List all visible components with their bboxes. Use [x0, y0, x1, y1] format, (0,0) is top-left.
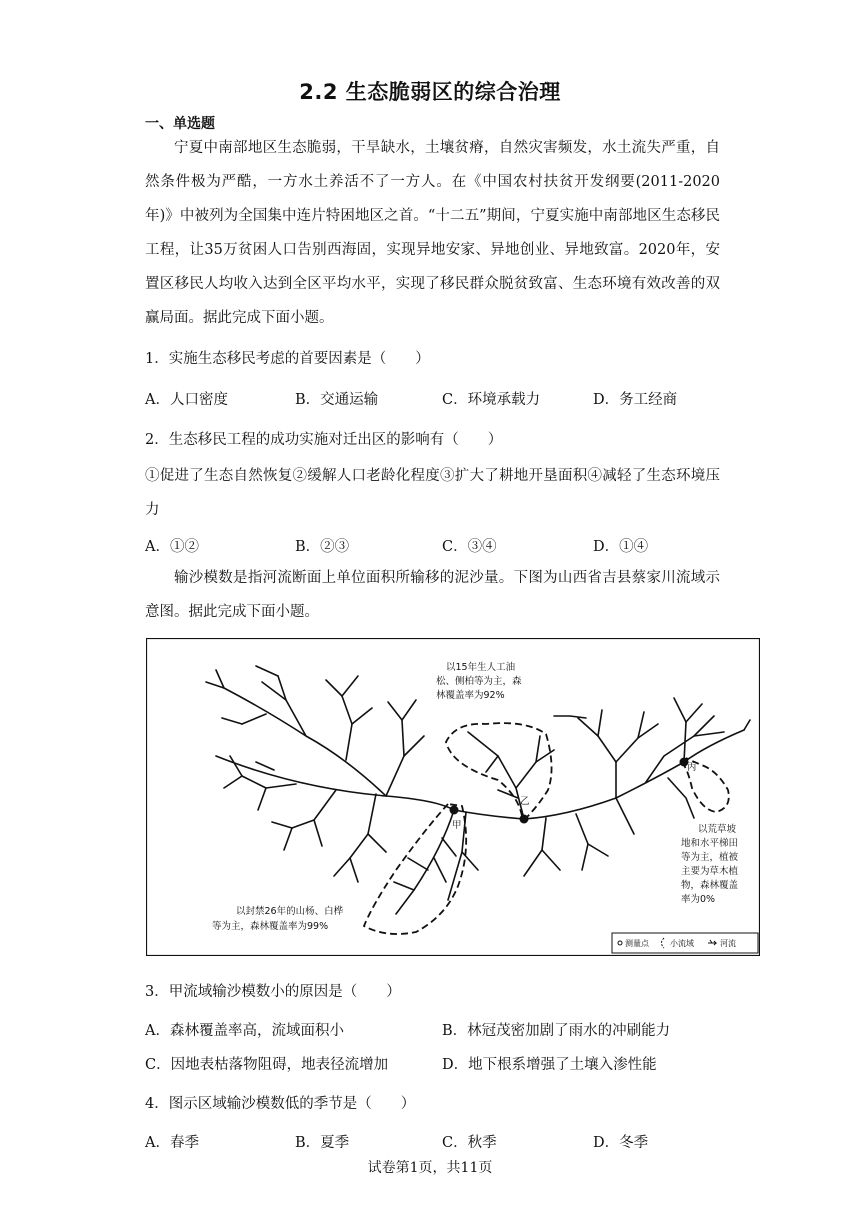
q2-option-c: C．③④	[442, 539, 497, 555]
passage-1: 宁夏中南部地区生态脆弱，干旱缺水，土壤贫瘠，自然灾害频发，水土流失严重，自然条件极为严酷，一方水土养活不了一方人。在《中国农村扶贫开发纲要(2011-2020年)》中被列为全国集中连片特困地区之首。“十二五”期间，宁夏实施中南部地区生态移民工程，让35万贫困人口告别西海固，实现异地安家、异地创业、异地致富。2020年，安置区移民人均收入达到全区平均水平，实现了移民群众脱贫致富、生态环境有效改善的双赢局面。据此完成下面小题。	[145, 140, 720, 326]
main-river	[216, 730, 744, 819]
question-2-statement: ①促进了生态自然恢复②缓解人口老龄化程度③扩大了耕地开垦面积④减轻了生态环境压力	[145, 468, 720, 518]
yi-basin-note-line-3: 林覆盖率为92%	[436, 690, 505, 701]
basin-jia-boundary	[364, 804, 466, 934]
q3-option-c: C．因地表枯落物阻碍，地表径流增加	[145, 1057, 389, 1073]
bing-basin-note-line-6: 率为0%	[681, 894, 716, 905]
q4-option-a: A．春季	[145, 1135, 199, 1151]
basin-yi-boundary	[446, 723, 552, 818]
map-legend	[612, 933, 758, 953]
point-yi-label: 乙	[520, 796, 530, 807]
watershed-map	[146, 638, 760, 956]
q1-option-d: D．务工经商	[593, 392, 678, 408]
q1-option-b: B．交通运输	[295, 392, 379, 408]
q1-option-a: A．人口密度	[145, 392, 228, 408]
bing-basin-note-line-1: 以荒草坡	[698, 824, 737, 835]
point-jia	[450, 806, 459, 815]
q2-option-b: B．②③	[295, 539, 350, 555]
yi-basin-note-line-1: 以15年生人工油	[446, 662, 516, 673]
page-title: 2.2 生态脆弱区的综合治理	[299, 80, 561, 104]
q3-option-d: D．地下根系增强了土壤入渗性能	[442, 1057, 657, 1073]
bing-basin-note-line-5: 物，森林覆盖	[681, 880, 739, 891]
legend-river-label: 河流	[720, 939, 736, 948]
jia-basin-note-line-2: 等为主，森林覆盖率为99%	[212, 921, 329, 932]
question-4-stem: 4．图示区域输沙模数低的季节是（ ）	[145, 1096, 416, 1112]
bing-basin-note-line-3: 等为主，植被	[681, 852, 739, 863]
jia-basin-note-line-1: 以封禁26年的山杨、白桦	[236, 906, 344, 917]
q2-option-d: D．①④	[593, 539, 649, 555]
point-bing-label: 丙	[687, 762, 697, 773]
q4-option-d: D．冬季	[593, 1135, 649, 1151]
q1-option-c: C．环境承载力	[442, 392, 541, 408]
q3-option-b: B．林冠茂密加剧了雨水的冲刷能力	[442, 1023, 671, 1039]
q4-option-c: C．秋季	[442, 1135, 497, 1151]
question-1-stem: 1．实施生态移民考虑的首要因素是（ ）	[145, 351, 430, 367]
page-footer: 试卷第1页，共11页	[367, 1160, 493, 1176]
yi-basin-note-line-2: 松、侧柏等为主，森	[436, 676, 522, 687]
legend-basin-label: 小流域	[670, 939, 694, 948]
bing-basin-note-line-2: 地和水平梯田	[681, 838, 739, 849]
section-title: 一、单选题	[145, 116, 215, 132]
point-jia-label: 甲	[452, 820, 462, 831]
q3-option-a: A．森林覆盖率高，流域面积小	[145, 1023, 344, 1039]
legend-point-label: 测量点	[625, 939, 649, 948]
q4-option-b: B．夏季	[295, 1135, 350, 1151]
passage-2: 输沙模数是指河流断面上单位面积所输移的泥沙量。下图为山西省吉县蔡家川流域示意图。据此完成下面小题。	[145, 570, 720, 620]
point-yi	[520, 815, 529, 824]
question-2-stem: 2．生态移民工程的成功实施对迁出区的影响有（ ）	[145, 432, 503, 448]
question-3-stem: 3．甲流域输沙模数小的原因是（ ）	[145, 984, 401, 1000]
q2-option-a: A．①②	[145, 539, 199, 555]
bing-basin-note-line-4: 主要为草木植	[681, 866, 739, 877]
